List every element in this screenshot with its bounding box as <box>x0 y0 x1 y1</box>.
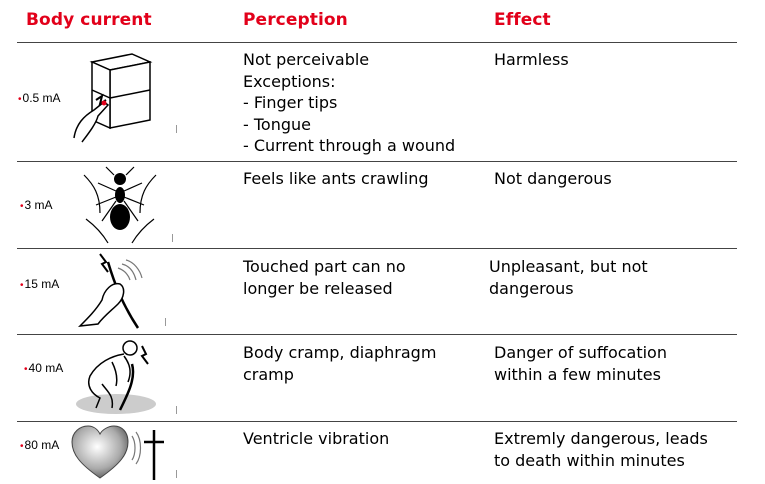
ant-icon <box>80 165 160 245</box>
effect-text: Extremly dangerous, leads to death within minutes <box>494 429 708 470</box>
effect-text: Danger of suffocation within a few minutes <box>494 343 667 384</box>
finger-touching-cabinet-icon <box>70 50 160 145</box>
heart-with-cross-icon <box>70 424 180 482</box>
current-value: •0.5 mA <box>18 91 61 105</box>
marker <box>176 406 177 414</box>
marker <box>176 125 177 133</box>
perception-text: Ventricle vibration <box>243 429 390 448</box>
divider <box>17 248 737 249</box>
divider <box>17 161 737 162</box>
current-value: •40 mA <box>24 361 64 375</box>
marker <box>176 470 177 478</box>
divider <box>17 42 737 43</box>
perception-text: Feels like ants crawling <box>243 169 429 188</box>
marker <box>165 318 166 326</box>
header-perception: Perception <box>243 10 348 30</box>
perception-text: Not perceivable Exceptions: - Finger tips - Tongue - Current through a wound <box>243 50 456 155</box>
perception-text: Touched part can no longer be released <box>243 257 406 298</box>
effect-text: Unpleasant, but not dangerous <box>489 257 648 298</box>
perception-text: Body cramp, diaphragm cramp <box>243 343 437 384</box>
marker <box>172 234 173 242</box>
header-effect: Effect <box>494 10 551 30</box>
divider <box>17 421 737 422</box>
current-value: •80 mA <box>20 438 60 452</box>
hand-gripping-wire-icon <box>78 252 148 332</box>
person-cramping-icon <box>72 338 162 416</box>
effect-text: Harmless <box>494 50 569 69</box>
current-value: •15 mA <box>20 277 60 291</box>
current-value: •3 mA <box>20 198 53 212</box>
divider <box>17 334 737 335</box>
header-body-current: Body current <box>26 10 152 30</box>
effect-text: Not dangerous <box>494 169 612 188</box>
